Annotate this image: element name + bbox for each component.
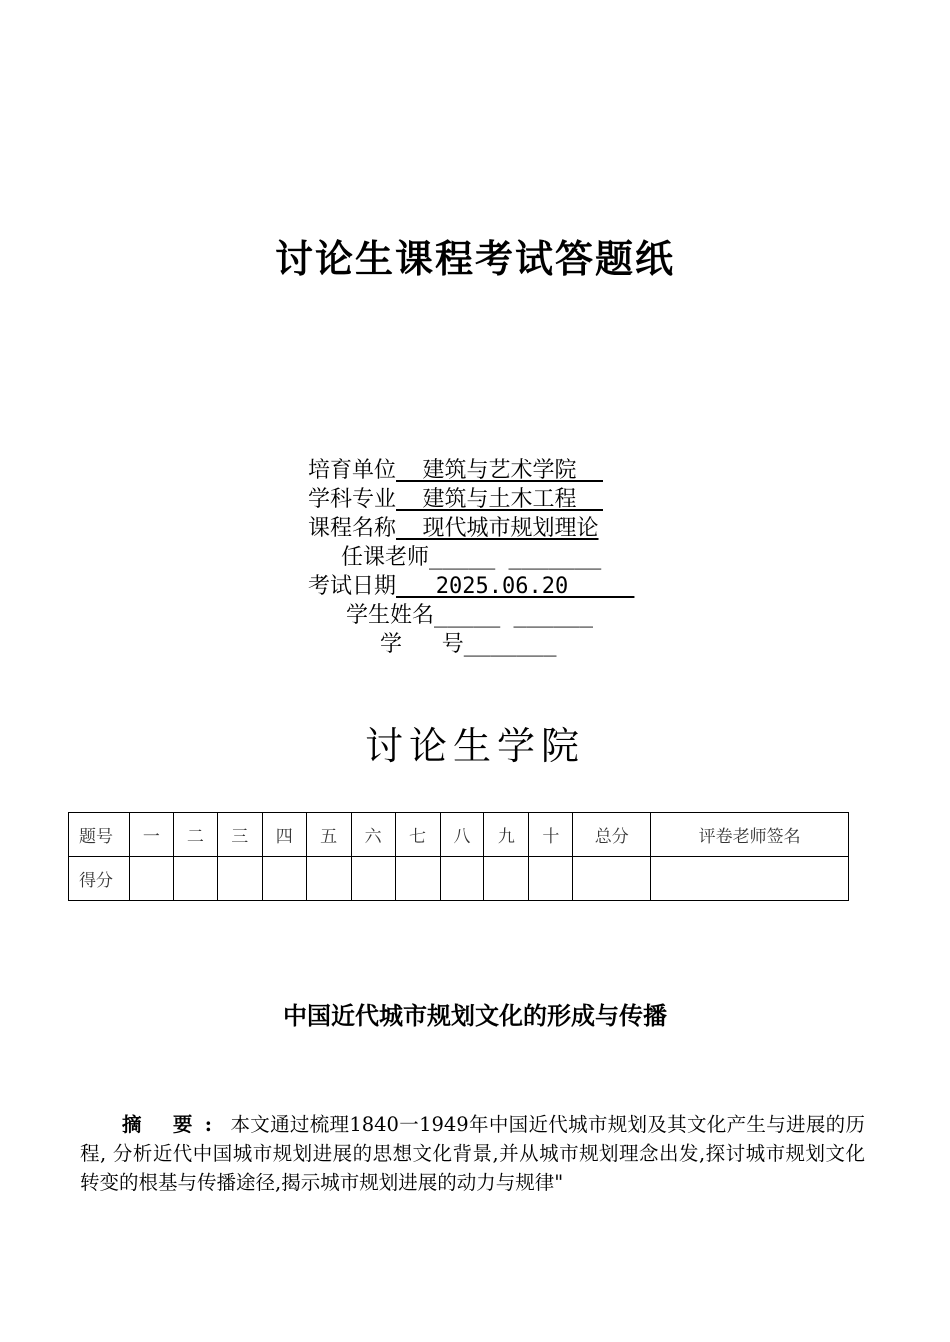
paper-title: 中国近代城市规划文化的形成与传播 xyxy=(283,1002,667,1030)
header-cell: 八 xyxy=(440,813,484,857)
header-cell: 二 xyxy=(173,813,217,857)
header-cell: 十 xyxy=(529,813,573,857)
score-table xyxy=(68,812,849,901)
score-cell xyxy=(529,857,573,901)
header-cell: 四 xyxy=(262,813,306,857)
score-table-header-row xyxy=(69,813,849,857)
info-date-value: 2025.06.20 xyxy=(396,574,635,599)
info-student xyxy=(346,601,593,630)
info-id xyxy=(380,630,556,659)
info-course-label: 课程名称 xyxy=(308,516,397,541)
info-id-label: 学 号 xyxy=(380,632,464,657)
header-cell: 七 xyxy=(395,813,440,857)
score-cell xyxy=(129,857,173,901)
info-student-label: 学生姓名 xyxy=(346,603,435,628)
signature-cell xyxy=(651,857,849,901)
info-course-value: 现代城市规划理论 xyxy=(396,516,599,541)
score-row-label: 得分 xyxy=(69,857,130,901)
header-cell: 题号 xyxy=(69,813,130,857)
info-unit-value: 建筑与艺术学院 xyxy=(396,458,603,483)
abstract-label: 摘 要: xyxy=(122,1113,224,1136)
info-teacher xyxy=(341,543,601,572)
info-student-value: _____ ______ xyxy=(434,603,593,628)
info-teacher-label: 任课老师 xyxy=(341,545,430,570)
header-cell: 三 xyxy=(217,813,262,857)
score-cell xyxy=(262,857,306,901)
info-date-label: 考试日期 xyxy=(308,574,397,599)
info-major-label: 学科专业 xyxy=(308,487,397,512)
score-cell xyxy=(484,857,529,901)
score-cell xyxy=(351,857,395,901)
header-cell: 五 xyxy=(306,813,351,857)
info-unit-label: 培育单位 xyxy=(308,458,397,483)
score-cell xyxy=(395,857,440,901)
info-teacher-value: _____ _______ xyxy=(429,545,602,570)
score-cell xyxy=(173,857,217,901)
info-unit xyxy=(308,456,603,485)
info-course xyxy=(308,514,599,543)
header-cell: 一 xyxy=(129,813,173,857)
score-table-score-row xyxy=(69,857,849,901)
info-major-value: 建筑与土木工程 xyxy=(396,487,603,512)
score-cell xyxy=(440,857,484,901)
header-cell: 评卷老师签名 xyxy=(651,813,849,857)
document-title: 讨论生课程考试答题纸 xyxy=(274,236,675,281)
info-date xyxy=(308,572,634,601)
score-cell xyxy=(306,857,351,901)
header-cell: 六 xyxy=(351,813,395,857)
info-id-value: _______ xyxy=(463,632,557,657)
header-cell: 九 xyxy=(484,813,529,857)
score-cell xyxy=(573,857,651,901)
score-cell xyxy=(217,857,262,901)
info-major xyxy=(308,485,603,514)
institute-name: 讨论生学院 xyxy=(364,724,585,768)
abstract-paragraph xyxy=(80,1110,865,1197)
header-cell: 总分 xyxy=(573,813,651,857)
abstract-text: 本文通过梳理1840一1949年中国近代城市规划及其文化产生与进展的历程, 分析近代中国城市规划进展的思想文化背景,并从城市规划理念出发,探讨城市规划文化转变的根基与传播途径,揭示城市规划进展的动力与规律" xyxy=(80,1113,865,1194)
